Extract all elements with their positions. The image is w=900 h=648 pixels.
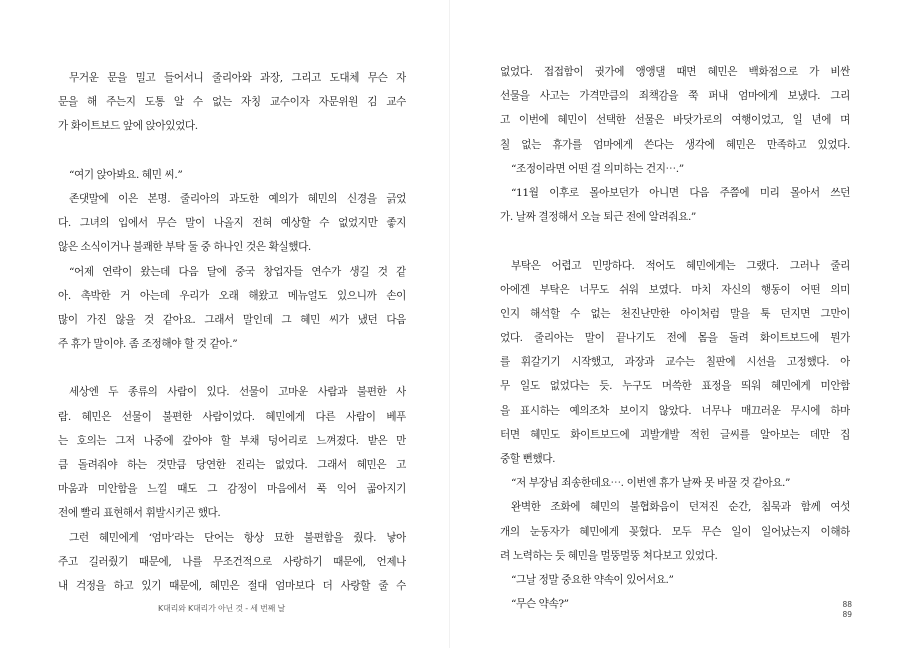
paragraph-break [58, 139, 406, 163]
text-line: 가. 날짜 결정해서 오늘 퇴근 전에 알려줘요.” [500, 211, 696, 224]
left-page-body [58, 66, 406, 598]
text-line: 부탁은 어렵고 민망하다. 적어도 혜민에게는 그랬다. 그러나 줄리 [511, 259, 850, 272]
text-line: 중할 뻔했다. [500, 453, 556, 465]
text-line: 칠 없는 휴가를 엄마에게 쓴다는 생각에 혜민은 만족하고 있었다. [500, 138, 850, 151]
text-line: 람. 혜민은 선물이 불편한 사람이었다. 혜민에게 다른 사람이 베푸 [58, 410, 406, 423]
text-line: 세상엔 두 종류의 사람이 있다. 선물이 고마운 사람과 불편한 사 [69, 386, 406, 399]
text-line: 내 걱정을 하고 있기 때문에, 혜민은 절대 엄마보다 더 사랑할 줄 수 [58, 579, 406, 592]
text-line: 그런 혜민에게 ‘엄마’라는 단어는 항상 묘한 불편함을 줬다. 낳아 [69, 531, 406, 544]
text-line: “여기 앉아봐요. 혜민 씨.” [69, 168, 183, 181]
text-line: 를 휘갈기기 시작했고, 과장과 교수는 칠판에 시선을 고정했다. 아 [500, 356, 850, 369]
text-line: “무슨 약속?” [511, 598, 569, 611]
page-numbers [820, 600, 852, 620]
text-line: 않은 소식이거나 불쾌한 부탁 둘 중 하나인 것은 확실했다. [58, 241, 311, 254]
page-number-right: 89 [842, 610, 852, 619]
text-line: “11월 이후로 몰아보던가 아니면 다음 주쯤에 미리 몰아서 쓰던 [511, 186, 850, 199]
text-line: 는 호의는 그저 나중에 갚아야 할 부채 덩어리로 느껴졌다. 받은 만 [58, 434, 406, 447]
text-line: 선물을 사고는 가격만큼의 죄책감을 쭉 퍼내 엄마에게 보냈다. 그리 [500, 90, 850, 103]
text-line: 터면 혜민도 화이트보드에 괴발개발 적힌 글씨를 알아보는 데만 집 [500, 428, 850, 441]
text-line: 주고 길러줬기 때문에, 나를 무조건적으로 사랑하기 때문에, 언제나 [58, 555, 406, 568]
text-line: 완벽한 조화에 혜민의 불협화음이 던져진 순간, 침묵과 함께 여섯 [511, 501, 850, 514]
text-line: 려 노력하는 듯 혜민을 멀뚱멀뚱 쳐다보고 있었다. [500, 549, 718, 562]
text-line: “조정이라면 어떤 걸 의미하는 건지⋯.” [511, 162, 684, 175]
text-line: 전에 빨리 표현해서 휘발시키곤 했다. [58, 507, 221, 520]
text-line: “그날 정말 중요한 약속이 있어서요.” [511, 573, 674, 586]
text-line: 무 일도 없었다는 듯. 누구도 머쓱한 표정을 띄워 혜민에게 미안함 [500, 380, 850, 393]
text-line: 주 휴가 말이야. 좀 조정해야 할 것 같아.” [58, 338, 238, 351]
right-page-body [500, 60, 850, 616]
text-line: 마움과 미안함을 느낄 때도 그 감정이 마음에서 푹 익어 곪아지기 [58, 483, 406, 496]
text-line: 인지 해석할 수 없는 천진난만한 아이처럼 말을 툭 던지면 그만이 [500, 307, 850, 320]
text-line: 고 이번에 혜민이 선택한 선물은 바닷가로의 여행이었고, 일 년에 며 [500, 114, 850, 127]
running-footer-title: K대리와 K대리가 아닌 것 - 세 번째 날 [158, 604, 286, 613]
text-line: 아. 촉박한 거 아는데 우리가 오래 해왔고 메뉴얼도 있으니까 손이 [58, 289, 406, 302]
text-line: 을 표시하는 예의조차 보이지 않았다. 너무나 매끄러운 무시에 하마 [500, 404, 850, 417]
page-number-left: 88 [842, 600, 852, 609]
text-line: 아에겐 부탁은 너무도 쉬워 보였다. 마치 자신의 행동이 어떤 의미 [500, 283, 850, 296]
text-line: 개의 눈동자가 혜민에게 꽂혔다. 모두 무슨 일이 일어났는지 이해하 [500, 525, 850, 538]
text-line: “어제 연락이 왔는데 다음 달에 중국 창업자들 연수가 생길 것 같 [69, 265, 406, 278]
text-line: 없었다. 접접함이 귓가에 앵앵댈 때면 혜민은 백화점으로 가 비싼 [500, 66, 850, 78]
text-line: 다. 그녀의 입에서 무슨 말이 나올지 전혀 예상할 수 없었지만 좋지 [58, 217, 406, 230]
text-line: 가 화이트보드 앞에 앉아있었다. [58, 120, 198, 133]
text-line: 무거운 문을 밀고 들어서니 줄리아와 과장, 그리고 도대체 무슨 자 [69, 72, 406, 84]
right-page [450, 0, 900, 648]
paragraph-break [500, 229, 850, 253]
text-line: 문을 해 주는지 도통 알 수 없는 자칭 교수이자 자문위원 김 교수 [58, 96, 406, 109]
text-line: “저 부장님 죄송한데요⋯. 이번엔 휴가 날짜 못 바꿀 것 같아요.” [511, 477, 791, 490]
paragraph-break [58, 356, 406, 380]
text-line: 었다. 줄리아는 말이 끝나기도 전에 몸을 돌려 화이트보드에 뭔가 [500, 332, 850, 345]
text-line: 큼 돌려줘야 하는 것만큼 당연한 진리는 없었다. 그래서 혜민은 고 [58, 459, 406, 471]
text-line: 많이 가진 않을 것 같아요. 그래서 말인데 그 혜민 씨가 냈던 다음 [58, 313, 406, 326]
text-line: 존댓말에 이은 본명. 줄리아의 과도한 예의가 혜민의 신경을 긁었 [69, 192, 406, 205]
